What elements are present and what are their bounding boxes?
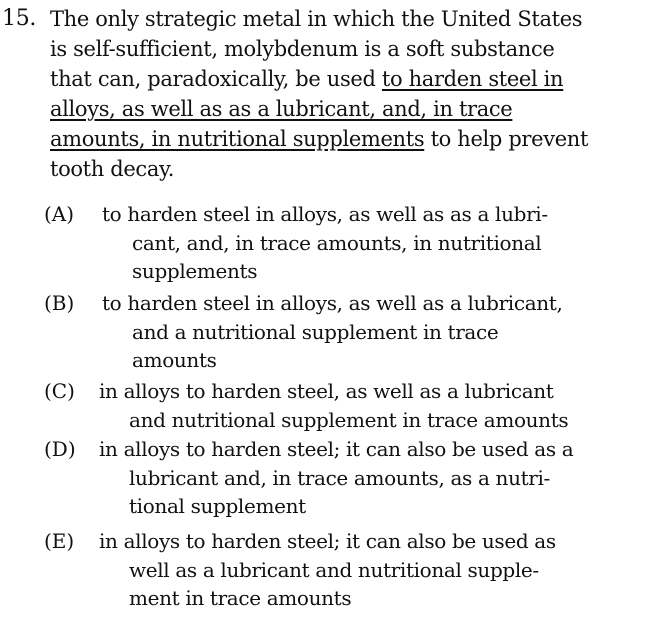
choice-line: lubricant and, in trace amounts, as a nutri- — [129, 465, 550, 490]
choice-text — [102, 200, 548, 286]
choice-line: in alloys to harden steel, as well as a lubricant — [99, 379, 554, 403]
choice-line: cant, and, in trace amounts, in nutritional — [132, 230, 542, 255]
choice-text — [99, 377, 568, 434]
choice-line: supplements — [132, 259, 258, 283]
stem-text: tooth decay. — [50, 157, 175, 181]
choice-letter: (C) — [44, 379, 75, 403]
choice-line: tional supplement — [129, 494, 306, 518]
underlined-phrase: amounts, in nutritional supplements — [50, 127, 425, 151]
choice-line: ment in trace amounts — [129, 586, 352, 610]
question-number: 15. — [2, 6, 37, 31]
stem-line — [50, 94, 650, 124]
stem-text: to help prevent — [424, 127, 589, 151]
stem-line — [50, 124, 650, 154]
underlined-phrase: alloys, as well as as a lubricant, and, in trace — [50, 97, 513, 121]
choice-line: in alloys to harden steel; it can also be used as — [99, 529, 556, 553]
choice-line: amounts — [132, 348, 217, 372]
question-stem — [50, 4, 650, 184]
stem-line — [50, 154, 650, 184]
choice-line: and a nutritional supplement in trace — [132, 319, 499, 344]
choice-line: and nutritional supplement in trace amounts — [129, 407, 569, 432]
choice-text — [102, 289, 563, 375]
choice-line: in alloys to harden steel; it can also be used as a — [99, 437, 574, 461]
choice-text — [99, 527, 556, 613]
choice-line: to harden steel in alloys, as well as as a lubri- — [102, 202, 548, 226]
choice-letter: (E) — [44, 529, 75, 553]
choice-letter: (D) — [44, 437, 76, 461]
choice-letter: (A) — [44, 202, 75, 226]
stem-line — [50, 64, 650, 94]
choice-line: to harden steel in alloys, as well as a lubricant, — [102, 291, 563, 315]
stem-line — [50, 34, 650, 64]
stem-text: is self-sufficient, molybdenum is a soft substance — [50, 37, 555, 61]
choice-letter: (B) — [44, 291, 75, 315]
choice-line: well as a lubricant and nutritional supple- — [129, 557, 539, 582]
underlined-phrase: to harden steel in — [381, 67, 564, 91]
stem-text: that can, paradoxically, be used — [50, 67, 382, 91]
stem-line — [50, 4, 650, 34]
stem-text: The only strategic metal in which the United States — [50, 7, 583, 31]
choice-text — [99, 435, 573, 521]
